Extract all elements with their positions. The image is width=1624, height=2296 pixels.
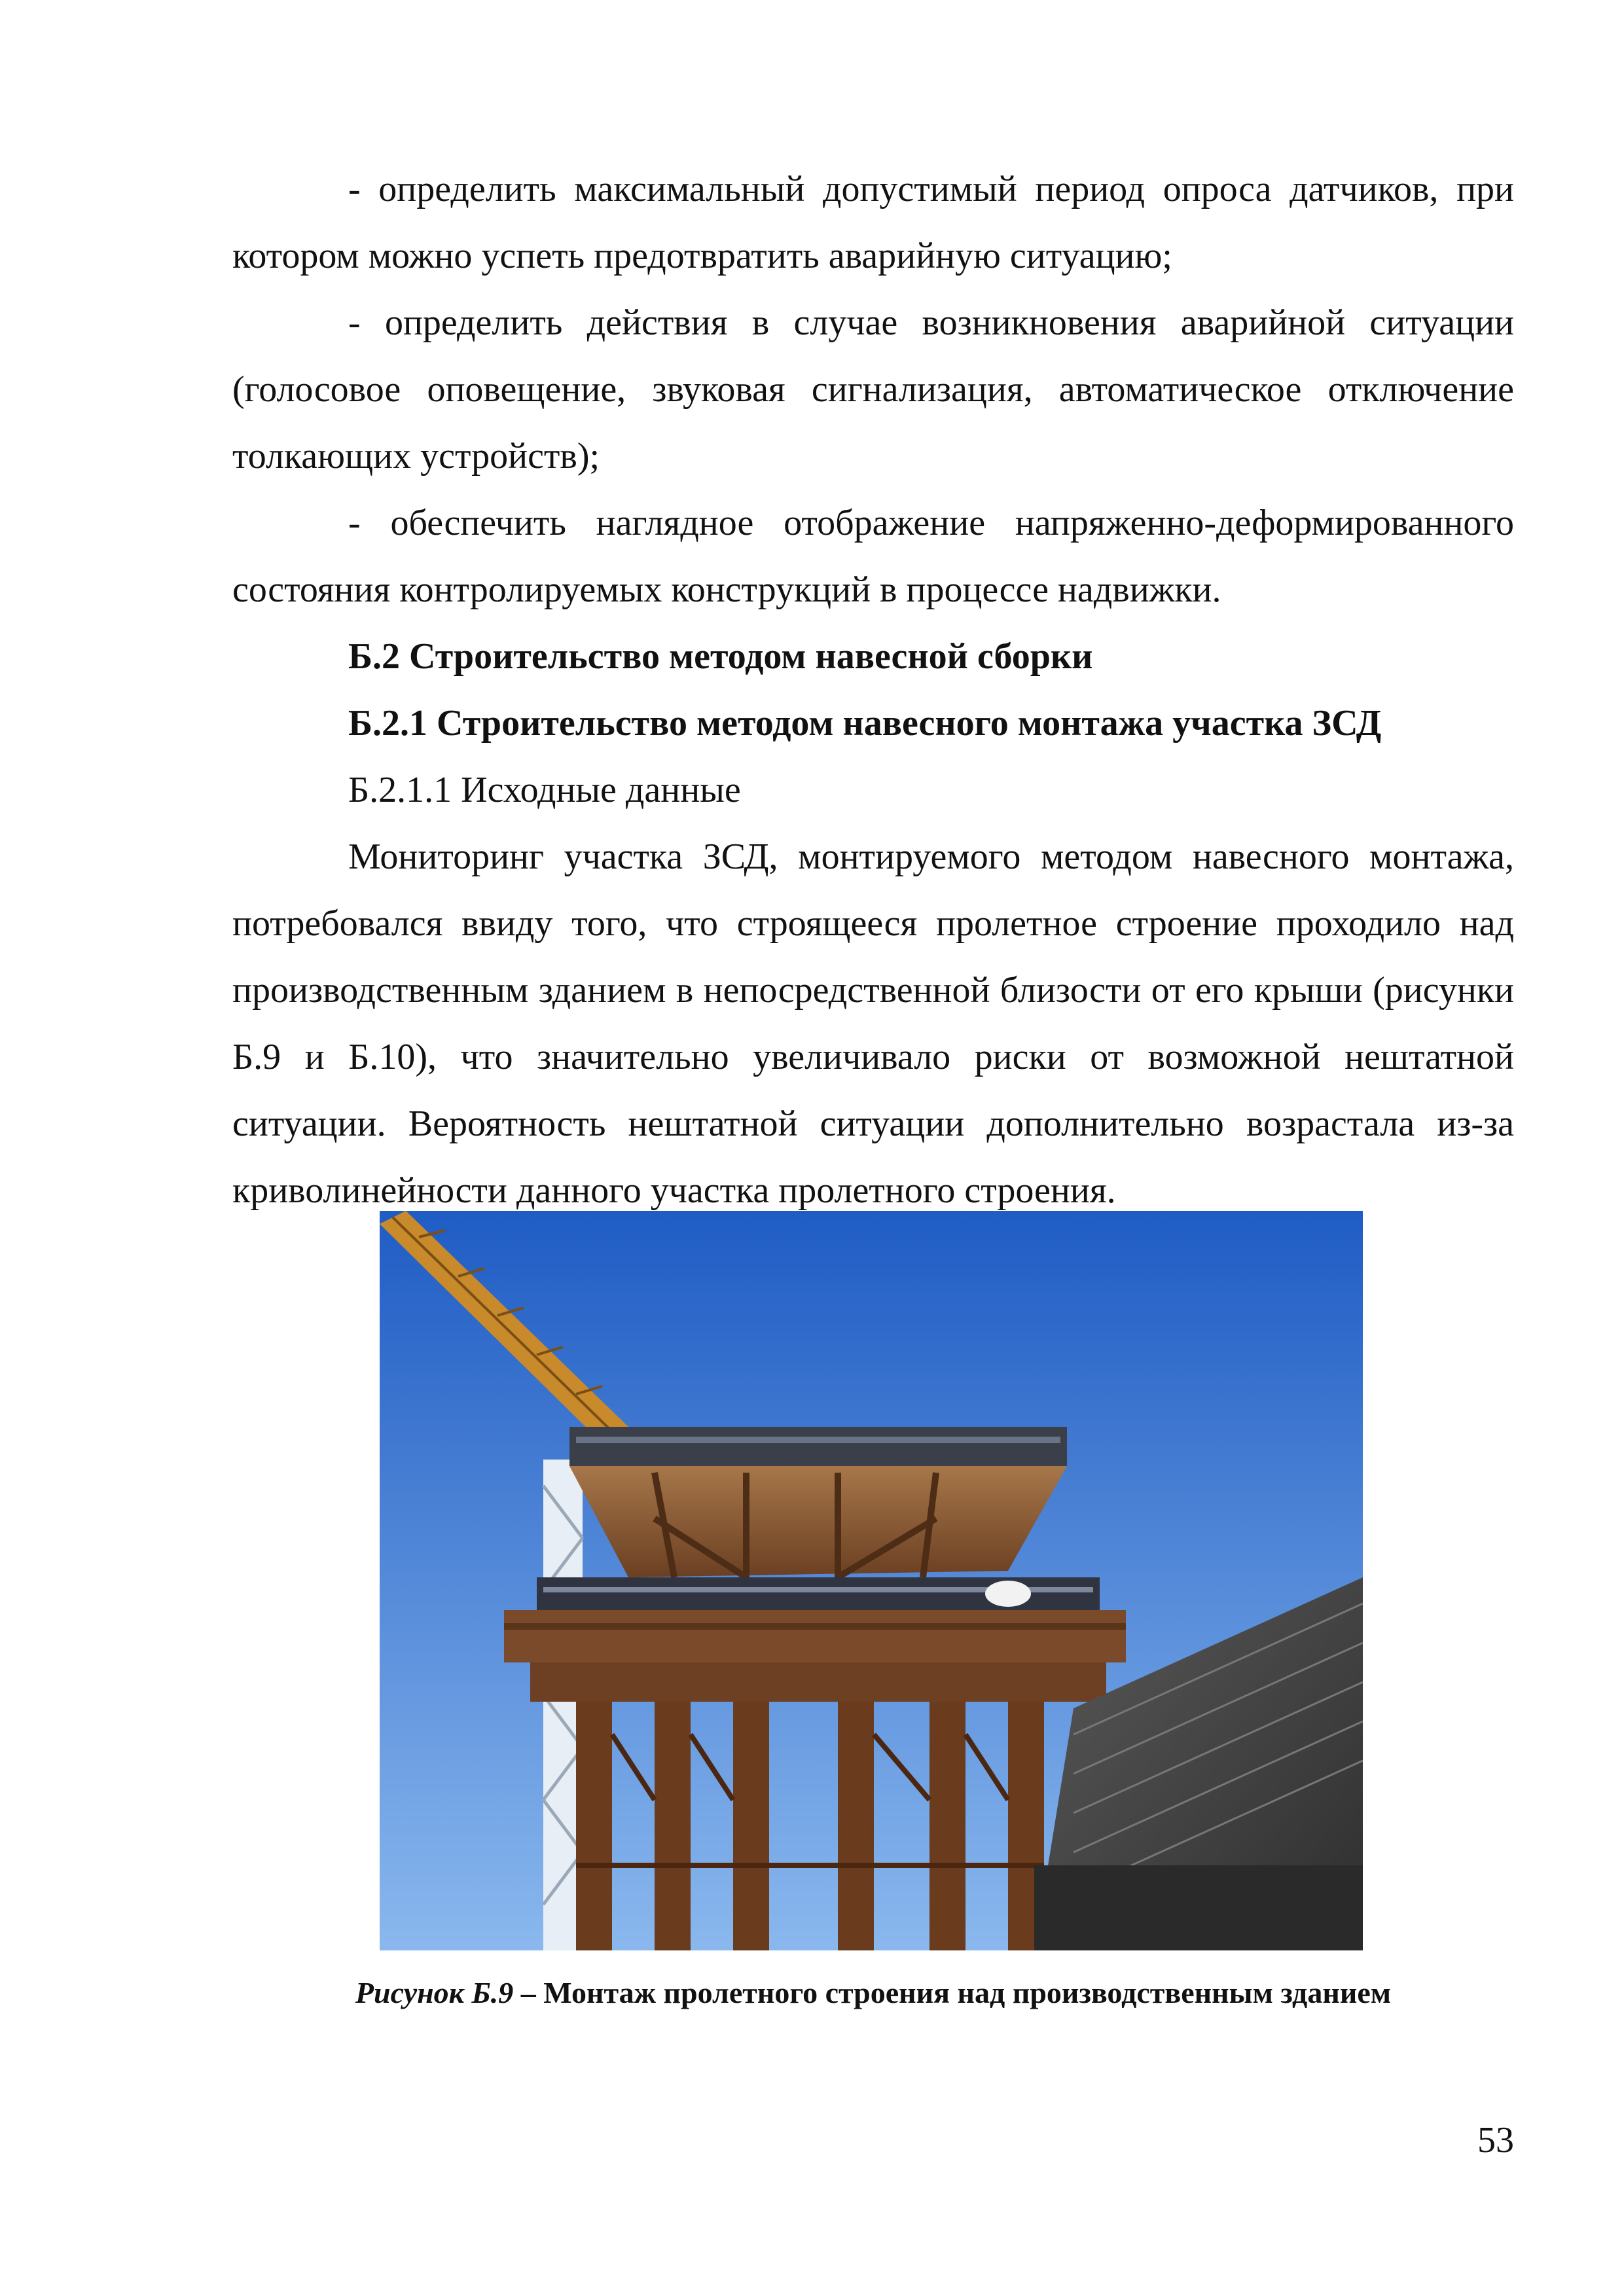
subsubsection-heading: Б.2.1.1 Исходные данные — [348, 770, 741, 810]
figure-caption-label: Рисунок Б.9 — [355, 1976, 514, 2009]
paragraph-1: - определить максимальный допустимый период опроса датчиков, при котором можно успеть предотвратить аварийную ситуацию; — [232, 169, 1514, 276]
paragraph-2: - определить действия в случае возникновения аварийной ситуации (голосовое оповещение, звуковая сигнализация, автоматическое отключение толкающих устройств); — [232, 302, 1514, 476]
section-heading: Б.2 Строительство методом навесной сборки — [348, 636, 1093, 677]
figure-caption-text: Монтаж пролетного строения над производственным зданием — [543, 1976, 1392, 2009]
subsection-heading: Б.2.1 Строительство методом навесного монтажа участка ЗСД — [348, 703, 1382, 744]
paragraph-3: - обеспечить наглядное отображение напряженно-деформированного состояния контролируемых конструкций в процессе надвижки. — [232, 503, 1514, 610]
construction-photo — [380, 1211, 1363, 1950]
figure-caption — [232, 1970, 1514, 2016]
text-block — [232, 156, 1514, 1224]
figure-caption-separator: – — [513, 1976, 544, 2009]
figure-photo — [380, 1211, 1363, 1950]
body-paragraph: Мониторинг участка ЗСД, монтируемого методом навесного монтажа, потребовался ввиду того, что строящееся пролетное строение проходило над производственным зданием в непосредственной близости от его крыши (рисунки Б.9 и Б.10), что значительно увеличивало риски от возможной нештатной ситуации. Вероятность нештатной ситуации дополнительно возрастала из-за криволинейности данного участка пролетного строения. — [232, 836, 1514, 1211]
page-number: 53 — [1477, 2120, 1514, 2161]
